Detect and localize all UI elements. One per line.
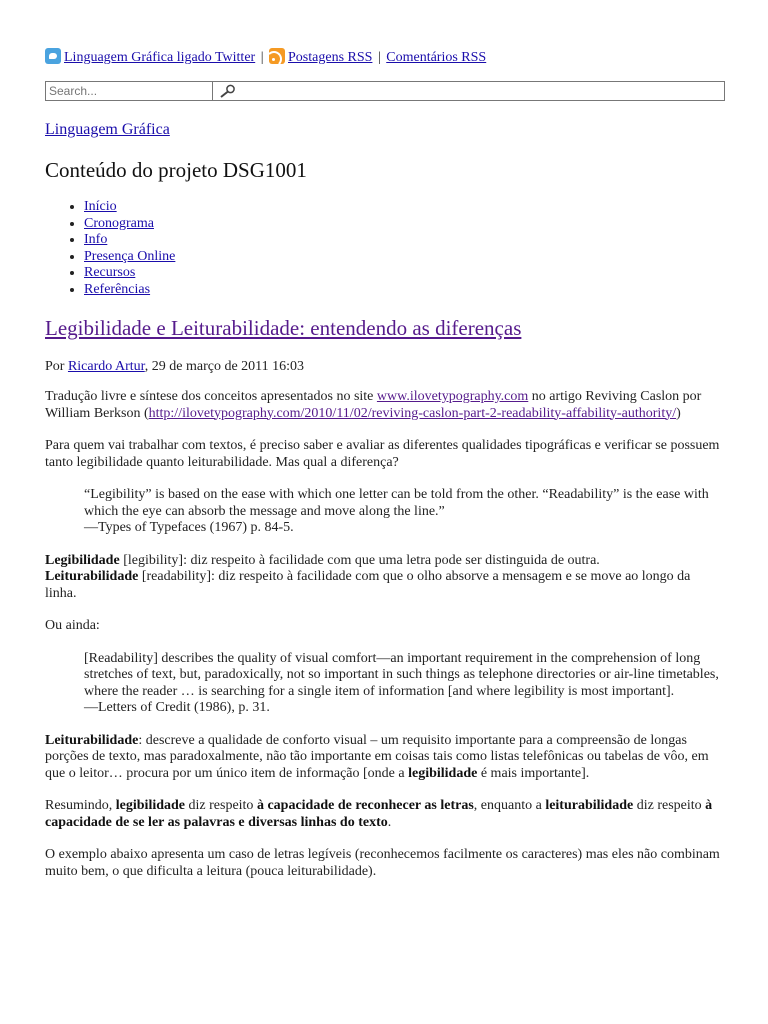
nav-link-inicio[interactable]: Início	[84, 199, 117, 214]
summary-bold: leiturabilidade	[545, 798, 634, 813]
separator: |	[260, 50, 264, 65]
blog-subtitle: Conteúdo do projeto DSG1001	[45, 158, 307, 182]
definition-text: [readability]: diz respeito à facilidade com que o olho absorve a mensagem e se move ao longo da linha.	[45, 569, 691, 601]
quote-source: —Letters of Credit (1986), p. 31.	[84, 700, 270, 715]
nav-link-presenca-online[interactable]: Presença Online	[84, 248, 176, 264]
post-date: , 29 de março de 2011 16:03	[144, 359, 305, 374]
term-leiturabilidade: Leiturabilidade	[45, 732, 139, 748]
summary-bold: à capacidade de se ler as palavras e diversas linhas do texto	[45, 798, 713, 830]
paragraph-example: O exemplo abaixo apresenta um caso de letras legíveis (reconhecemos facilmente os caracteres) mas eles não combinam muito bem, o que dificulta a leitura (pouca leiturabilidade).	[45, 847, 720, 879]
main-nav	[45, 199, 175, 298]
quote-text: “Legibility” is based on the ease with which one letter can be told from the other. “Readability” is the ease with which the eye can absorb the message and move along the line.”	[84, 487, 709, 519]
summary-text: Resumindo,	[45, 798, 116, 813]
nav-link-info[interactable]: Info	[84, 232, 108, 247]
nav-link-recursos[interactable]: Recursos	[84, 265, 136, 280]
post-content	[45, 389, 725, 896]
posts-rss-link[interactable]: Postagens RSS	[288, 50, 373, 65]
term-legibilidade: Legibilidade	[45, 552, 120, 568]
summary-text: .	[387, 814, 392, 830]
twitter-icon	[45, 48, 61, 64]
intro-text: )	[676, 405, 681, 421]
summary-bold: legibilidade	[115, 798, 186, 813]
paragraph-intro	[45, 389, 725, 422]
search-input[interactable]	[46, 82, 213, 100]
blog-name-link[interactable]: Linguagem Gráfica	[45, 121, 170, 138]
nav-item-cronograma	[84, 216, 175, 233]
post-title-link[interactable]: Legibilidade e Leiturabilidade: entendendo as diferenças	[45, 316, 522, 340]
paragraph-text: : descreve a qualidade de conforto visual – um requisito importante para a compreensão de longas porções de texto, mas paradoxalmente, não tão importante em coisas tais como listas telefônicas ou tabelas de vôo, em que o leitor… procura por um único item de informação [onde a	[45, 732, 709, 781]
rss-icon	[269, 48, 285, 64]
nav-link-referencias[interactable]: Referências	[84, 281, 151, 297]
nav-item-recursos	[84, 265, 175, 282]
article-link[interactable]: http://ilovetypography.com/2010/11/02/reviving-caslon-part-2-readability-affability-authority/	[148, 405, 677, 421]
nav-item-presenca-online	[84, 249, 175, 266]
paragraph-summary	[45, 798, 725, 831]
search-bar	[45, 81, 725, 101]
paragraph-question: Para quem vai trabalhar com textos, é preciso saber e avaliar as diferentes qualidades tipográficas e verificar se possuem tanto legibilidade quanto leiturabilidade. Mas qual a diferença?	[45, 438, 720, 470]
nav-item-referencias	[84, 282, 175, 299]
paragraph-text: é mais importante].	[477, 765, 590, 781]
intro-text: no artigo Reviving Caslon por William Berkson (	[45, 389, 702, 421]
nav-link-cronograma[interactable]: Cronograma	[84, 215, 154, 231]
comments-rss-link[interactable]: Comentários RSS	[386, 50, 487, 65]
intro-text: Tradução livre e síntese dos conceitos apresentados no site	[45, 389, 377, 404]
summary-text: diz respeito	[633, 798, 706, 813]
post-byline	[45, 358, 304, 375]
summary-bold: à capacidade de reconhecer as letras	[256, 798, 474, 813]
nav-item-info	[84, 232, 175, 249]
author-link[interactable]: Ricardo Artur	[67, 359, 145, 374]
ilovetypography-link[interactable]: www.ilovetypography.com	[376, 389, 529, 404]
quote-source: —Types of Typefaces (1967) p. 84-5.	[84, 520, 294, 535]
paragraph-definitions	[45, 553, 725, 603]
twitter-link[interactable]: Linguagem Gráfica ligado Twitter	[64, 50, 256, 65]
definition-text: [legibility]: diz respeito à facilidade com que uma letra pode ser distinguida de outra.	[119, 552, 600, 568]
quote-readability	[84, 651, 725, 717]
separator: |	[377, 50, 381, 65]
paragraph-leiturabilidade	[45, 733, 725, 783]
summary-text: diz respeito	[185, 798, 257, 813]
byline-prefix: Por	[45, 359, 68, 374]
summary-text: , enquanto a	[473, 798, 546, 813]
feed-links-bar	[45, 48, 486, 67]
term-legibilidade: legibilidade	[408, 765, 478, 781]
nav-item-inicio	[84, 199, 175, 216]
post-title	[45, 315, 521, 341]
term-leiturabilidade: Leiturabilidade	[45, 569, 139, 584]
quote-text: [Readability] describes the quality of visual comfort—an important requirement in the comprehension of long stretches of text, but, paradoxically, not so important in such things as telephone directories or air-line timetables, where the reader … is searching for a single item of information [and where legibility is most important].	[84, 650, 719, 699]
search-icon[interactable]	[218, 83, 238, 99]
quote-legibility	[84, 487, 725, 537]
paragraph-ou-ainda: Ou ainda:	[45, 618, 100, 633]
